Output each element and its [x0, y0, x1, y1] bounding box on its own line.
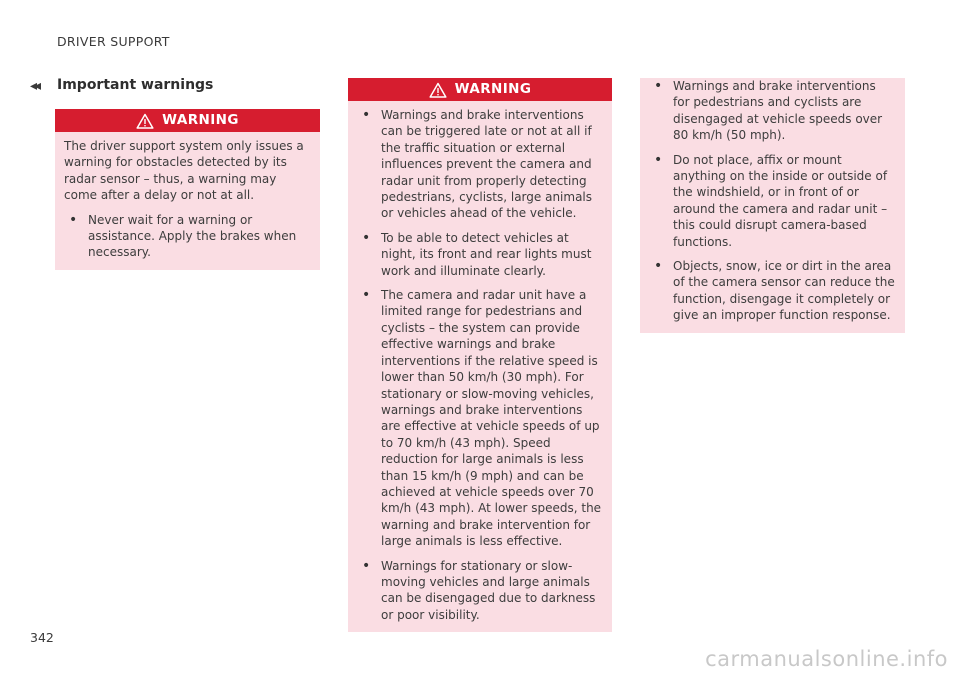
warning-box-1	[55, 109, 320, 270]
list-item: • Do not place, affix or mount anything on the inside or outside of the windshield, or in front of or around the camera and radar unit – this could disrupt camera-based functions.	[649, 152, 895, 250]
warning-heading: WARNING	[454, 81, 532, 98]
list-item: • The camera and radar unit have a limited range for pedestrians and cyclists – the system can provide effective warnings and brake interventions if the relative speed is lower than 50 km/h (30 mph). For stationary or slow-moving vehicles, warnings and brake interventions are effective at vehicle speeds of up to 70 km/h (43 mph). Speed reduction for large animals is less than 15 km/h (9 mph) and can be achieved at vehicle speeds over 70 km/h (43 mph). At lower speeds, the warning and brake intervention for large animals is less effective.	[357, 287, 602, 550]
running-header: DRIVER SUPPORT	[57, 34, 170, 49]
list-item: • Never wait for a warning or assistance. Apply the brakes when necessary.	[64, 212, 310, 261]
section-title: Important warnings	[57, 77, 214, 93]
warning-box-continuation	[640, 78, 905, 333]
warning-triangle-icon	[136, 113, 154, 129]
list-item: • To be able to detect vehicles at night, its front and rear lights must work and illuminate clearly.	[357, 230, 602, 279]
warning-box-body	[55, 132, 320, 270]
warning-box-body	[640, 78, 905, 333]
warning-box-header	[55, 109, 320, 132]
watermark: carmanualsonline.info	[705, 647, 948, 671]
list-item: • Warnings and brake interventions for pedestrians and cyclists are disengaged at vehicle speeds over 80 km/h (50 mph).	[649, 78, 895, 144]
warning-box-2	[348, 78, 612, 632]
warning-box-header	[348, 78, 612, 101]
warning-intro: The driver support system only issues a warning for obstacles detected by its radar sensor – thus, a warning may come after a delay or not at all.	[64, 139, 304, 203]
warning-list	[64, 212, 310, 261]
back-navigation-icon[interactable]: ◂◂	[30, 78, 39, 94]
list-item: • Objects, snow, ice or dirt in the area of the camera sensor can reduce the function, disengage it completely or give an improper function response.	[649, 258, 895, 324]
list-item: • Warnings and brake interventions can be triggered late or not at all if the traffic situation or external influences prevent the camera and radar unit from properly detecting pedestrians, cyclists, large animals or vehicles ahead of the vehicle.	[357, 107, 602, 222]
list-item: • Warnings for stationary or slow-moving vehicles and large animals can be disengaged due to darkness or poor visibility.	[357, 558, 602, 624]
warning-list	[357, 107, 602, 623]
page-number: 342	[30, 630, 54, 645]
warning-heading: WARNING	[162, 112, 239, 129]
warning-triangle-icon	[429, 82, 447, 98]
warning-list	[649, 78, 895, 324]
warning-box-body	[348, 101, 612, 632]
